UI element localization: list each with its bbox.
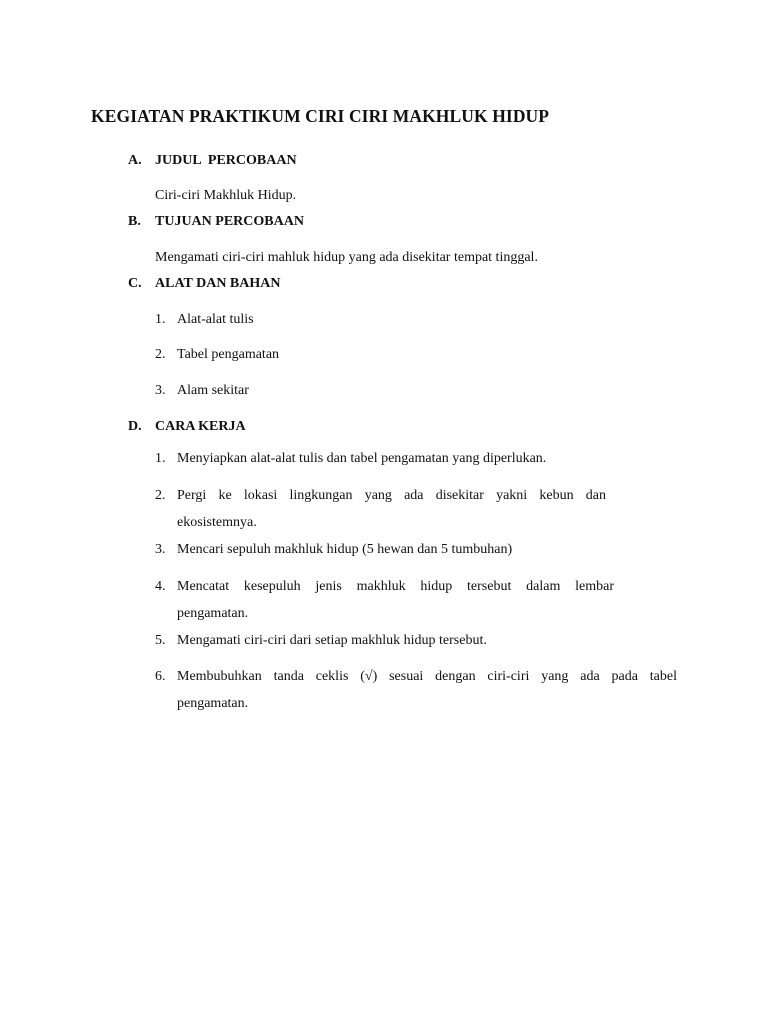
section-a-heading: JUDUL PERCOBAAN: [155, 153, 297, 168]
list-item: Alam sekitar: [177, 383, 249, 398]
list-item-number: 1.: [155, 312, 166, 327]
step-text: Mencari sepuluh makhluk hidup (5 hewan dan 5 tumbuhan): [177, 542, 513, 557]
list-item: Alat-alat tulis: [177, 312, 254, 327]
section-c-letter: C.: [128, 276, 142, 291]
step-text: Membubuhkan tanda ceklis (√) sesuai dengan ciri-ciri yang ada pada tabel: [177, 669, 677, 684]
page-title: KEGIATAN PRAKTIKUM CIRI CIRI MAKHLUK HIDUP: [91, 106, 550, 126]
section-b-letter: B.: [128, 214, 141, 229]
section-c-heading: ALAT DAN BAHAN: [155, 276, 281, 291]
step-number: 5.: [155, 633, 166, 648]
section-b-text: Mengamati ciri-ciri mahluk hidup yang ada disekitar tempat tinggal.: [155, 250, 538, 265]
step-number: 1.: [155, 451, 166, 466]
step-number: 6.: [155, 669, 166, 684]
section-d-letter: D.: [128, 419, 142, 434]
step-text-continued: pengamatan.: [177, 696, 249, 711]
step-text: Mencatat kesepuluh jenis makhluk hidup tersebut dalam lembar: [177, 579, 614, 594]
section-d-heading: CARA KERJA: [155, 419, 246, 434]
section-a-letter: A.: [128, 153, 142, 168]
step-text-continued: ekosistemnya.: [177, 515, 257, 530]
step-text: Menyiapkan alat-alat tulis dan tabel pengamatan yang diperlukan.: [177, 451, 547, 466]
step-text: Mengamati ciri-ciri dari setiap makhluk hidup tersebut.: [177, 633, 487, 648]
section-b-heading: TUJUAN PERCOBAAN: [155, 214, 304, 229]
list-item: Tabel pengamatan: [177, 347, 280, 362]
list-item-number: 3.: [155, 383, 166, 398]
step-number: 4.: [155, 579, 166, 594]
list-item-number: 2.: [155, 347, 166, 362]
step-number: 2.: [155, 488, 166, 503]
step-number: 3.: [155, 542, 166, 557]
section-a-text: Ciri-ciri Makhluk Hidup.: [155, 188, 297, 203]
step-text-continued: pengamatan.: [177, 606, 249, 621]
step-text: Pergi ke lokasi lingkungan yang ada disekitar yakni kebun dan: [177, 488, 606, 503]
